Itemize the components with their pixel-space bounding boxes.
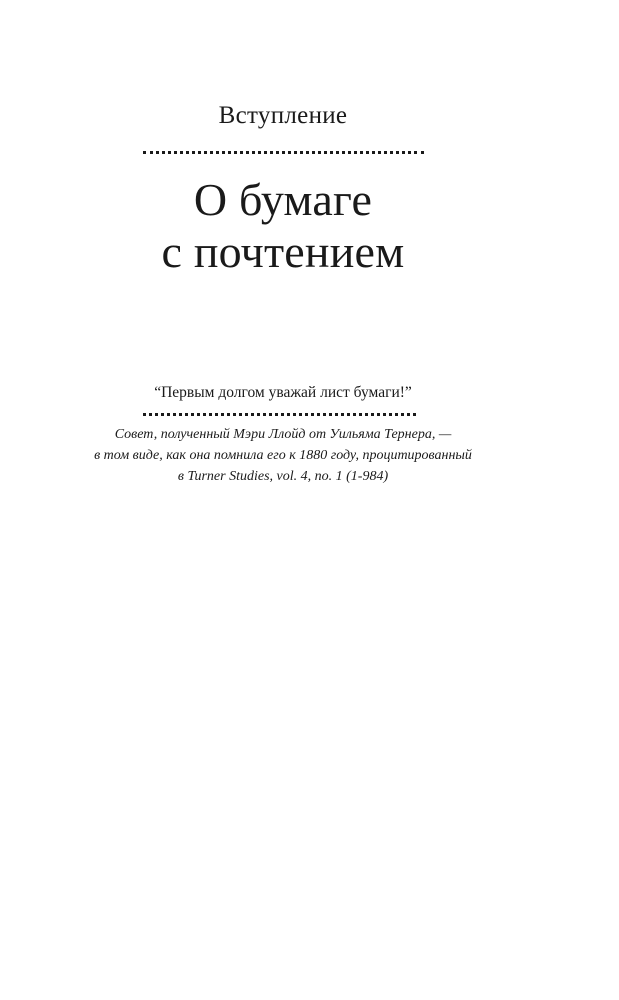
epigraph-quote: “Первым долгом уважай лист бумаги!” bbox=[154, 384, 412, 401]
chapter-title-line-1: О бумаге bbox=[193, 174, 373, 225]
dotted-divider-bottom bbox=[143, 413, 416, 416]
dotted-divider-top bbox=[143, 151, 424, 154]
epigraph-attribution-line-1: Совет, полученный Мэри Ллойд от Уильяма Тернера, — bbox=[114, 427, 452, 442]
chapter-title bbox=[0, 174, 566, 278]
epigraph-attribution-line-2: в том виде, как она помнила его к 1880 году, процитированный bbox=[94, 448, 472, 463]
chapter-title-line-2: с почтением bbox=[161, 226, 405, 277]
epigraph-attribution bbox=[0, 424, 566, 487]
epigraph-attribution-line-3: в Turner Studies, vol. 4, no. 1 (1-984) bbox=[177, 469, 389, 484]
section-label: Вступление bbox=[218, 102, 348, 129]
